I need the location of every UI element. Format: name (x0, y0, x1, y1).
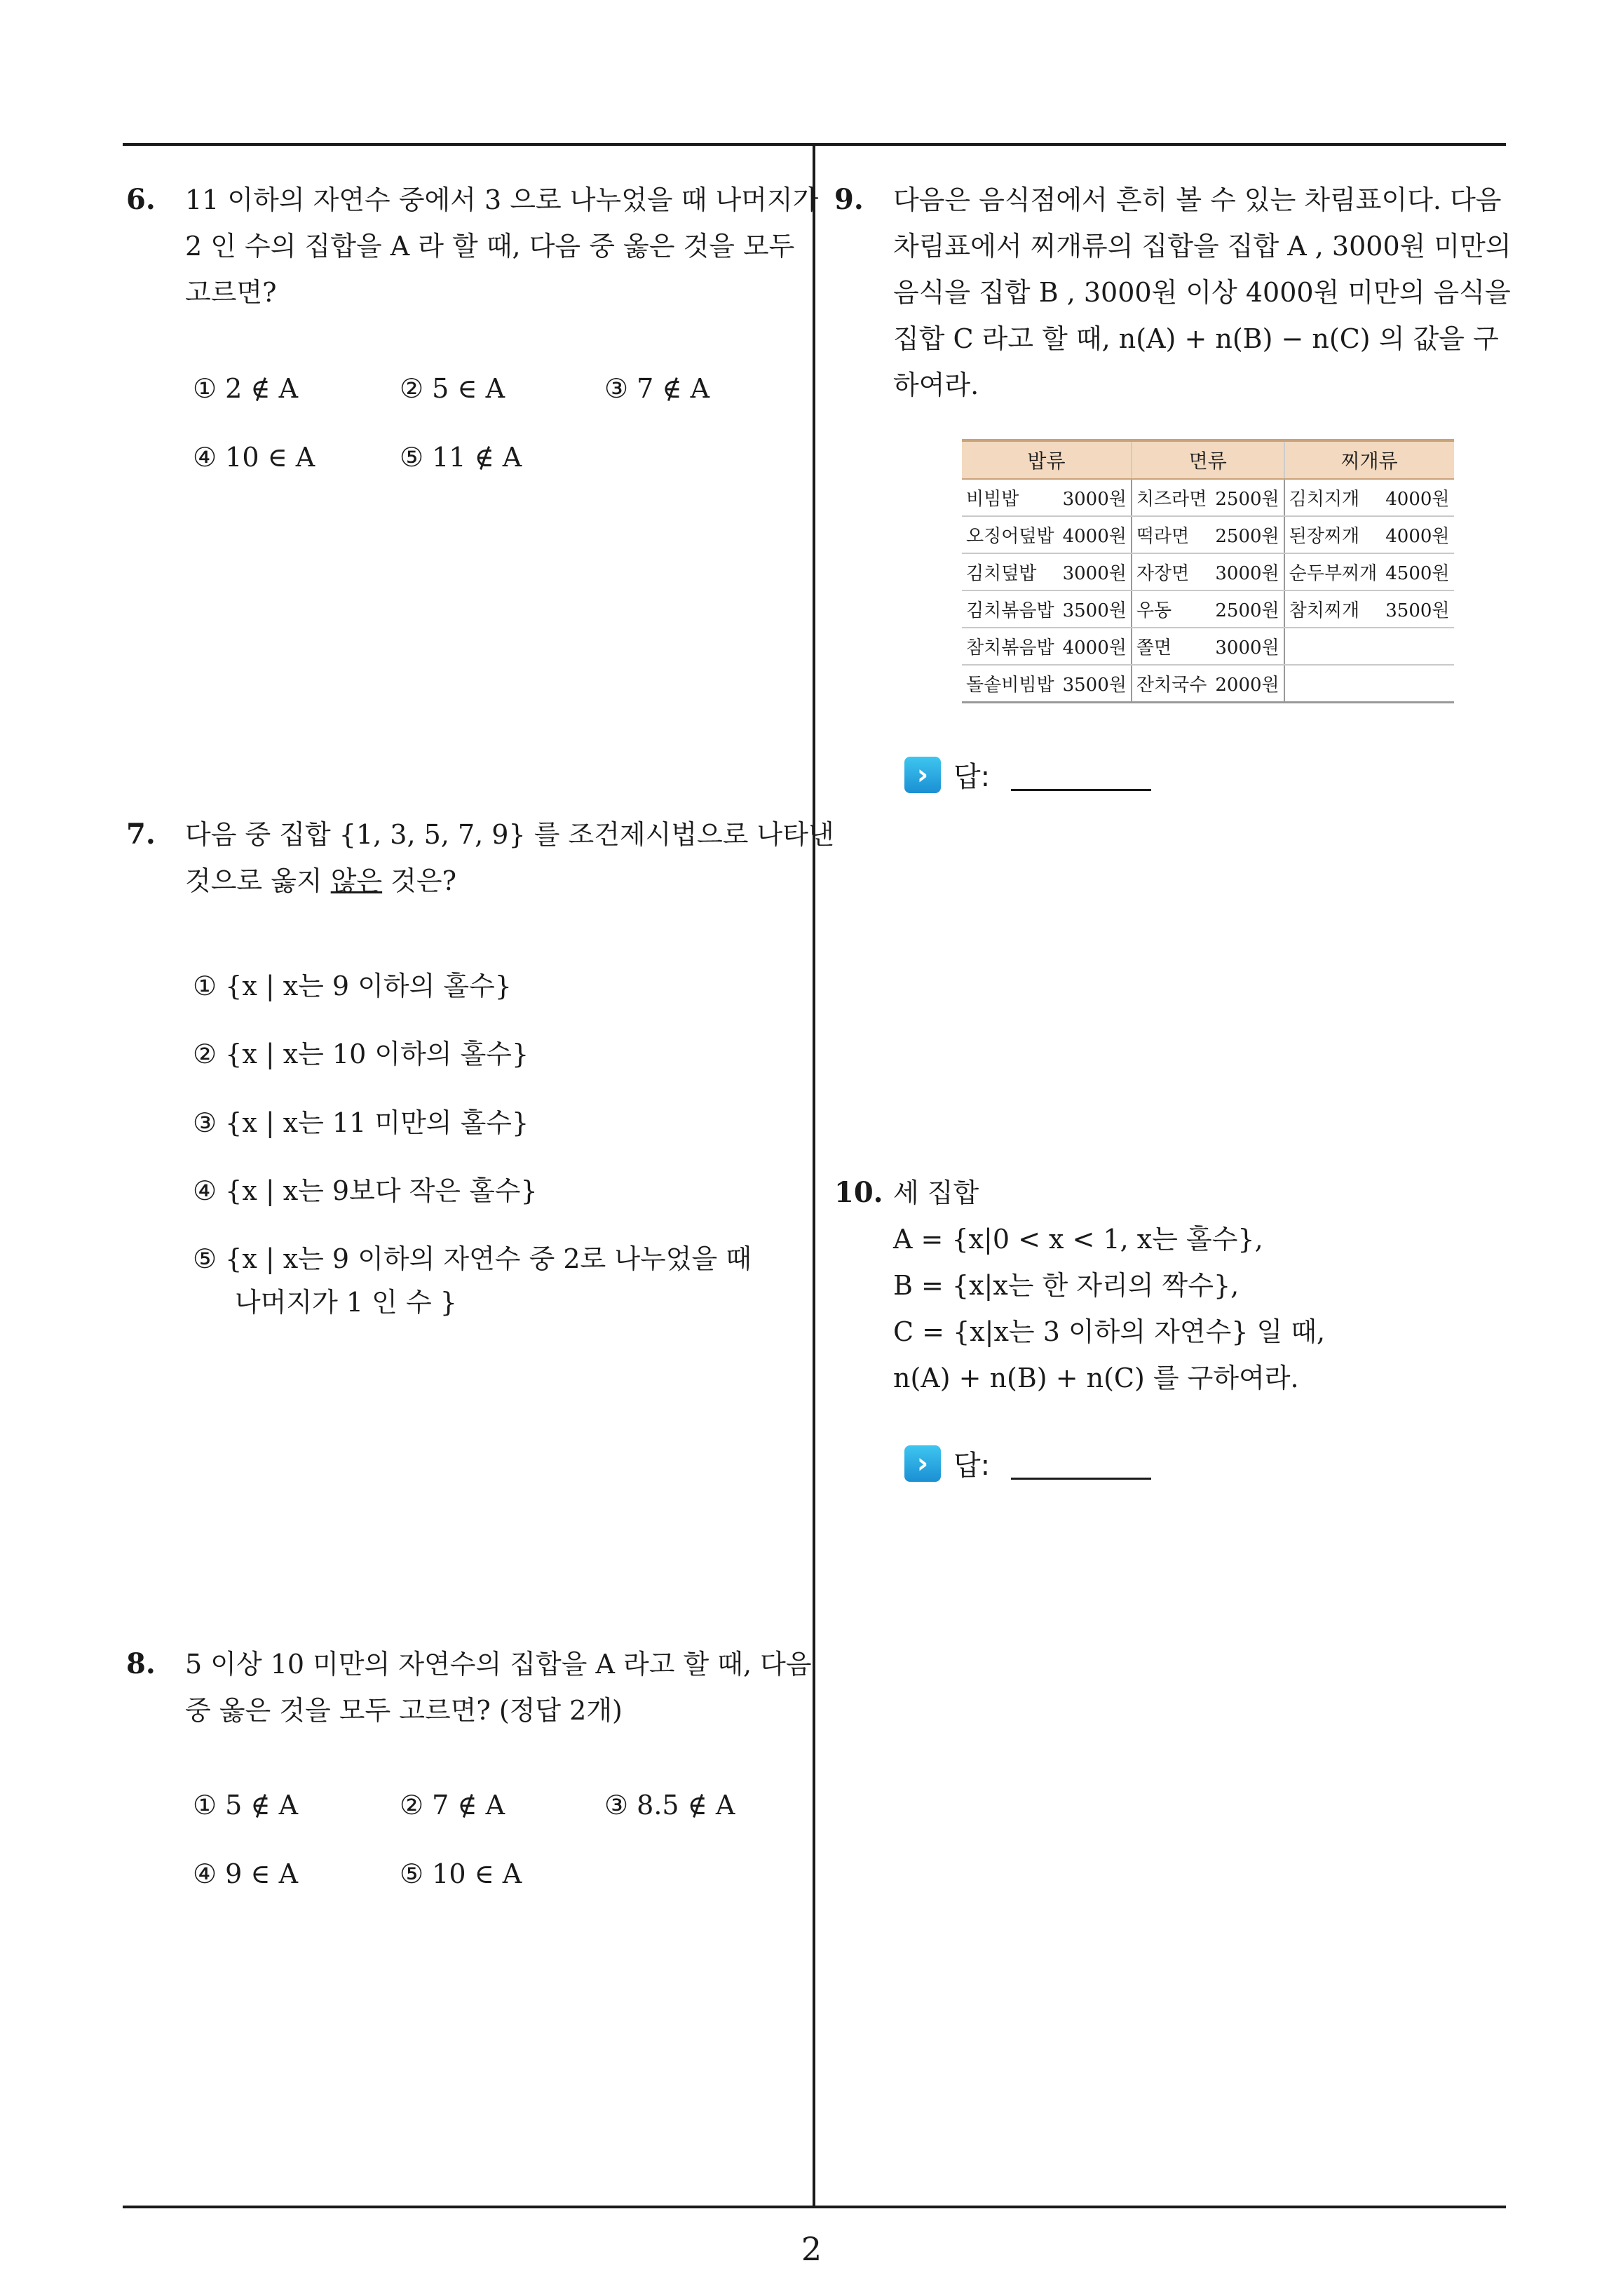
set-definition: B = {x|x는 한 자리의 짝수}, (893, 1270, 1240, 1301)
table-cell (1132, 590, 1284, 628)
table-cell (962, 665, 1132, 703)
option-1[interactable]: ① {x | x는 9 이하의 홀수} (193, 971, 512, 1001)
table-row (962, 516, 1454, 553)
table-cell (1284, 553, 1454, 590)
set-definition: C = {x|x는 3 이하의 자연수} 일 때, (893, 1316, 1326, 1347)
question-line: n(A) + n(B) + n(C) 를 구하여라. (893, 1363, 1299, 1393)
question-text (185, 811, 834, 904)
question-line (185, 858, 834, 904)
option-3[interactable]: ③ 8.5 ∉ A (604, 1790, 735, 1821)
set-definition: A = {x|0 < x < 1, x는 홀수}, (893, 1224, 1263, 1255)
column-header: 밥류 (962, 440, 1132, 479)
food-name: 참치볶음밥 (966, 637, 1054, 659)
food-price: 2500원 (1215, 526, 1279, 547)
question-line: 세 집합 (893, 1177, 979, 1208)
text-segment: 것은? (382, 865, 456, 896)
table-row (962, 553, 1454, 590)
answer-label: 답: (953, 1450, 991, 1482)
table-cell (1132, 479, 1284, 516)
option-5[interactable]: ⑤ 11 ∉ A (400, 442, 522, 473)
food-name: 김치지개 (1289, 489, 1360, 510)
option-4[interactable]: ④ 9 ∈ A (193, 1858, 299, 1889)
food-price: 4000원 (1385, 489, 1450, 510)
question-line: 차림표에서 찌개류의 집합을 집합 A , 3000원 미만의 (893, 231, 1512, 262)
question-line: 집합 C 라고 할 때, n(A) + n(B) − n(C) 의 값을 구 (893, 323, 1499, 354)
question-line: 고르면? (185, 277, 277, 308)
food-price: 4000원 (1062, 526, 1127, 547)
food-name: 치즈라면 (1136, 489, 1207, 510)
question-line: 다음은 음식점에서 흔히 볼 수 있는 차림표이다. 다음 (893, 184, 1502, 215)
food-name: 순두부찌개 (1289, 563, 1378, 584)
table-row (962, 590, 1454, 628)
option-2[interactable]: ② {x | x는 10 이하의 홀수} (193, 1039, 529, 1069)
answer-area (904, 1443, 1151, 1483)
bottom-rule (123, 2206, 1506, 2208)
table-cell (1132, 628, 1284, 665)
table-cell (962, 479, 1132, 516)
question-text (185, 177, 818, 316)
food-price: 3500원 (1385, 600, 1450, 621)
food-price: 2500원 (1215, 600, 1279, 621)
table-cell (1284, 479, 1454, 516)
question-text (893, 1170, 1325, 1401)
table-cell (1132, 665, 1284, 703)
option-5[interactable] (193, 1237, 752, 1324)
option-5[interactable]: ⑤ 10 ∈ A (400, 1858, 522, 1889)
food-name: 비빔밥 (966, 489, 1019, 510)
food-name: 김치덮밥 (966, 563, 1037, 584)
question-line: 2 인 수의 집합을 A 라 할 때, 다음 중 옳은 것을 모두 (185, 231, 795, 262)
question-number: 10. (834, 1176, 883, 1209)
food-price: 3500원 (1062, 600, 1127, 621)
table-cell (1132, 553, 1284, 590)
table-cell (1284, 665, 1454, 703)
table-cell (1132, 516, 1284, 553)
food-price: 4500원 (1385, 563, 1450, 584)
chevron-right-icon: › (904, 1445, 941, 1482)
question-number: 6. (126, 183, 156, 216)
food-name: 자장면 (1136, 563, 1190, 584)
table-cell (1284, 516, 1454, 553)
question-line: 11 이하의 자연수 중에서 3 으로 나누었을 때 나머지가 (185, 184, 819, 215)
question-line: 음식을 집합 B , 3000원 이상 4000원 미만의 음식을 (893, 277, 1511, 308)
answer-label: 답: (953, 761, 991, 793)
table-cell (962, 516, 1132, 553)
option-3[interactable]: ③ 7 ∉ A (604, 373, 710, 404)
option-2[interactable]: ② 7 ∉ A (400, 1790, 505, 1821)
table-row (962, 665, 1454, 703)
food-name: 참치찌개 (1289, 600, 1360, 621)
food-price: 3000원 (1062, 563, 1127, 584)
food-price: 2000원 (1215, 675, 1279, 696)
food-price: 3000원 (1215, 637, 1279, 659)
question-number: 9. (834, 183, 864, 216)
option-1[interactable]: ① 2 ∉ A (193, 373, 299, 404)
option-line: 나머지가 1 인 수 } (235, 1287, 457, 1318)
question-number: 8. (126, 1647, 156, 1680)
table-cell (962, 628, 1132, 665)
question-number: 7. (126, 818, 156, 851)
question-text (893, 177, 1512, 408)
table-row (962, 479, 1454, 516)
answer-blank[interactable] (1011, 758, 1151, 791)
text-segment: 것으로 옳지 (185, 865, 331, 896)
food-name: 오징어덮밥 (966, 526, 1054, 547)
option-3[interactable]: ③ {x | x는 11 미만의 홀수} (193, 1107, 529, 1138)
question-line: 5 이상 10 미만의 자연수의 집합을 A 라고 할 때, 다음 (185, 1649, 812, 1680)
question-line: 중 옳은 것을 모두 고르면? (정답 2개) (185, 1695, 623, 1726)
table-cell (1284, 628, 1454, 665)
underlined-word: 않은 (330, 865, 383, 896)
food-price: 3500원 (1062, 675, 1127, 696)
food-name: 된장찌개 (1289, 526, 1360, 547)
menu-table (962, 439, 1454, 703)
option-4[interactable]: ④ 10 ∈ A (193, 442, 315, 473)
food-price: 4000원 (1062, 637, 1127, 659)
table-header-row (962, 440, 1454, 479)
table-cell (962, 553, 1132, 590)
food-name: 돌솥비빔밥 (966, 675, 1054, 696)
column-divider (813, 143, 815, 2208)
food-price: 3000원 (1215, 563, 1279, 584)
page-number: 2 (801, 2230, 822, 2268)
chevron-right-icon: › (904, 757, 941, 793)
food-name: 떡라면 (1136, 526, 1190, 547)
column-header: 면류 (1132, 440, 1284, 479)
question-text (185, 1641, 812, 1734)
option-4[interactable]: ④ {x | x는 9보다 작은 홀수} (193, 1175, 538, 1206)
food-name: 쫄면 (1136, 637, 1172, 659)
table-cell (1284, 590, 1454, 628)
answer-blank[interactable] (1011, 1447, 1151, 1480)
food-price: 4000원 (1385, 526, 1450, 547)
food-price: 3000원 (1062, 489, 1127, 510)
option-1[interactable]: ① 5 ∉ A (193, 1790, 299, 1821)
food-name: 잔치국수 (1136, 675, 1207, 696)
answer-area (904, 755, 1151, 795)
table-row (962, 628, 1454, 665)
food-name: 김치볶음밥 (966, 600, 1054, 621)
question-line: 다음 중 집합 {1, 3, 5, 7, 9} 를 조건제시법으로 나타낸 (185, 819, 834, 850)
food-price: 2500원 (1215, 489, 1279, 510)
option-2[interactable]: ② 5 ∈ A (400, 373, 505, 404)
food-name: 우동 (1136, 600, 1172, 621)
question-line: 하여라. (893, 370, 979, 400)
option-line: ⑤ {x | x는 9 이하의 자연수 중 2로 나누었을 때 (193, 1243, 752, 1274)
column-header: 찌개류 (1284, 440, 1454, 479)
table-cell (962, 590, 1132, 628)
